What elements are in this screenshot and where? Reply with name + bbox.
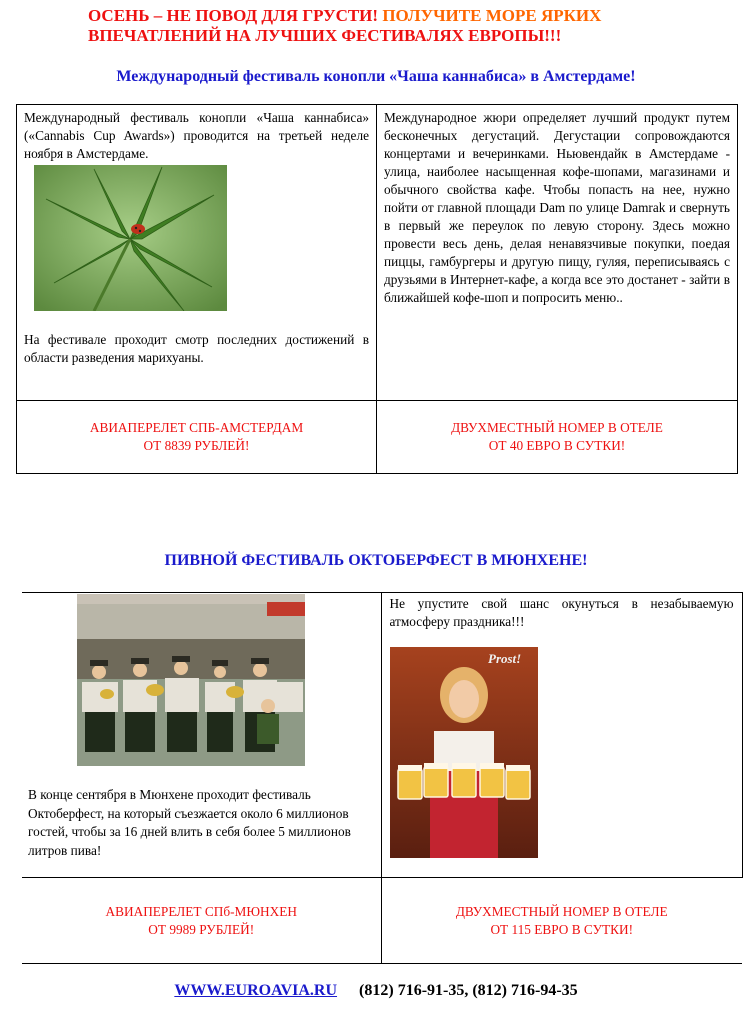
headline-part-1: ОСЕНЬ – НЕ ПОВОД ДЛЯ ГРУСТИ! bbox=[88, 6, 379, 25]
cannabis-right-cell bbox=[377, 105, 738, 401]
website-link[interactable]: WWW.EUROAVIA.RU bbox=[174, 982, 338, 999]
oktoberfest-title: ПИВНОЙ ФЕСТИВАЛЬ ОКТОБЕРФЕСТ В МЮНХЕНЕ! bbox=[164, 552, 588, 569]
hotel-offer-room: ДВУХМЕСТНЫЙ НОМЕР В ОТЕЛЕ bbox=[455, 903, 668, 919]
cannabis-intro-text: Международный фестиваль конопли «Чаша каннабиса» («Cannabis Cup Awards») проводится на третьей неделе ноября в Амстердаме. bbox=[24, 110, 369, 161]
cannabis-festival-title: Международный фестиваль конопли «Чаша каннабиса» в Амстердаме! bbox=[116, 68, 636, 85]
cannabis-details-text: Международное жюри определяет лучший продукт путем бесконечных дегустаций. Дегустации сопровождаются концертами и вечеринками. Ньювендайк в Амстердаме - улица, наиболее насыщенная кофе-шопами, магазинами и обычного свойства кафе. Чтобы попасть на нее, нужно пойти от главной площади Dam по улице Damrak и свернуть в первый же переулок по левую сторону. Здесь можно провести весь день, делая ненавязчивые покупки, поедая пиццы, гамбургеры и другую пищу, гуляя, переписываясь с друзьями в Интернет-кафе, а когда все это достанет - зайти в ближайшей кофе-шоп и попросить меню.. bbox=[384, 110, 730, 305]
hotel-offer-price: ОТ 40 ЕВРО В СУТКИ! bbox=[488, 438, 626, 453]
contact-footer bbox=[0, 982, 752, 1000]
headline-part-2: ПОЛУЧИТЕ МОРЕ ЯРКИХ bbox=[382, 6, 602, 25]
waitress-photo bbox=[390, 647, 538, 858]
hotel-offer-price: ОТ 115 ЕВРО В СУТКИ! bbox=[490, 921, 634, 937]
cannabis-table bbox=[16, 104, 738, 474]
parade-photo bbox=[77, 594, 305, 766]
cannabis-left-cell bbox=[17, 105, 377, 401]
flight-offer-price: ОТ 8839 РУБЛЕЙ! bbox=[143, 438, 250, 453]
cannabis-note-text: На фестивале проходит смотр последних достижений в области разведения марихуаны. bbox=[24, 332, 369, 365]
flight-offer-route: АВИАПЕРЕЛЕТ СПб-МЮНХЕН bbox=[105, 903, 297, 919]
oktoberfest-right-cell bbox=[381, 593, 742, 878]
cannabis-hotel-offer bbox=[377, 401, 738, 474]
oktoberfest-description: В конце сентября в Мюнхене проходит фестиваль Октоберфест, на который съезжается около 6 миллионов гостей, чтобы за 16 дней влить в себя более 5 миллионов литров пива! bbox=[28, 787, 351, 858]
cannabis-leaf-photo bbox=[34, 165, 227, 311]
flight-offer-route: АВИАПЕРЕЛЕТ СПБ-АМСТЕРДАМ bbox=[89, 420, 304, 435]
headline-part-3: ВПЕЧАТЛЕНИЙ НА ЛУЧШИХ ФЕСТИВАЛЯХ ЕВРОПЫ!!! bbox=[88, 26, 562, 45]
oktoberfest-hotel-offer bbox=[381, 878, 742, 964]
flight-offer-price: ОТ 9989 РУБЛЕЙ! bbox=[148, 921, 255, 937]
hotel-offer-room: ДВУХМЕСТНЫЙ НОМЕР В ОТЕЛЕ bbox=[451, 420, 663, 435]
cannabis-flight-offer bbox=[17, 401, 377, 474]
promo-headline bbox=[88, 6, 688, 46]
oktoberfest-left-cell bbox=[22, 593, 381, 878]
prost-caption: Prost! bbox=[487, 651, 521, 666]
oktoberfest-invite: Не упустите свой шанс окунуться в незабываемую атмосферу праздника!!! bbox=[389, 596, 734, 629]
oktoberfest-flight-offer bbox=[22, 878, 381, 964]
oktoberfest-table bbox=[22, 592, 743, 964]
phone-numbers: (812) 716-91-35, (812) 716-94-35 bbox=[359, 982, 578, 999]
